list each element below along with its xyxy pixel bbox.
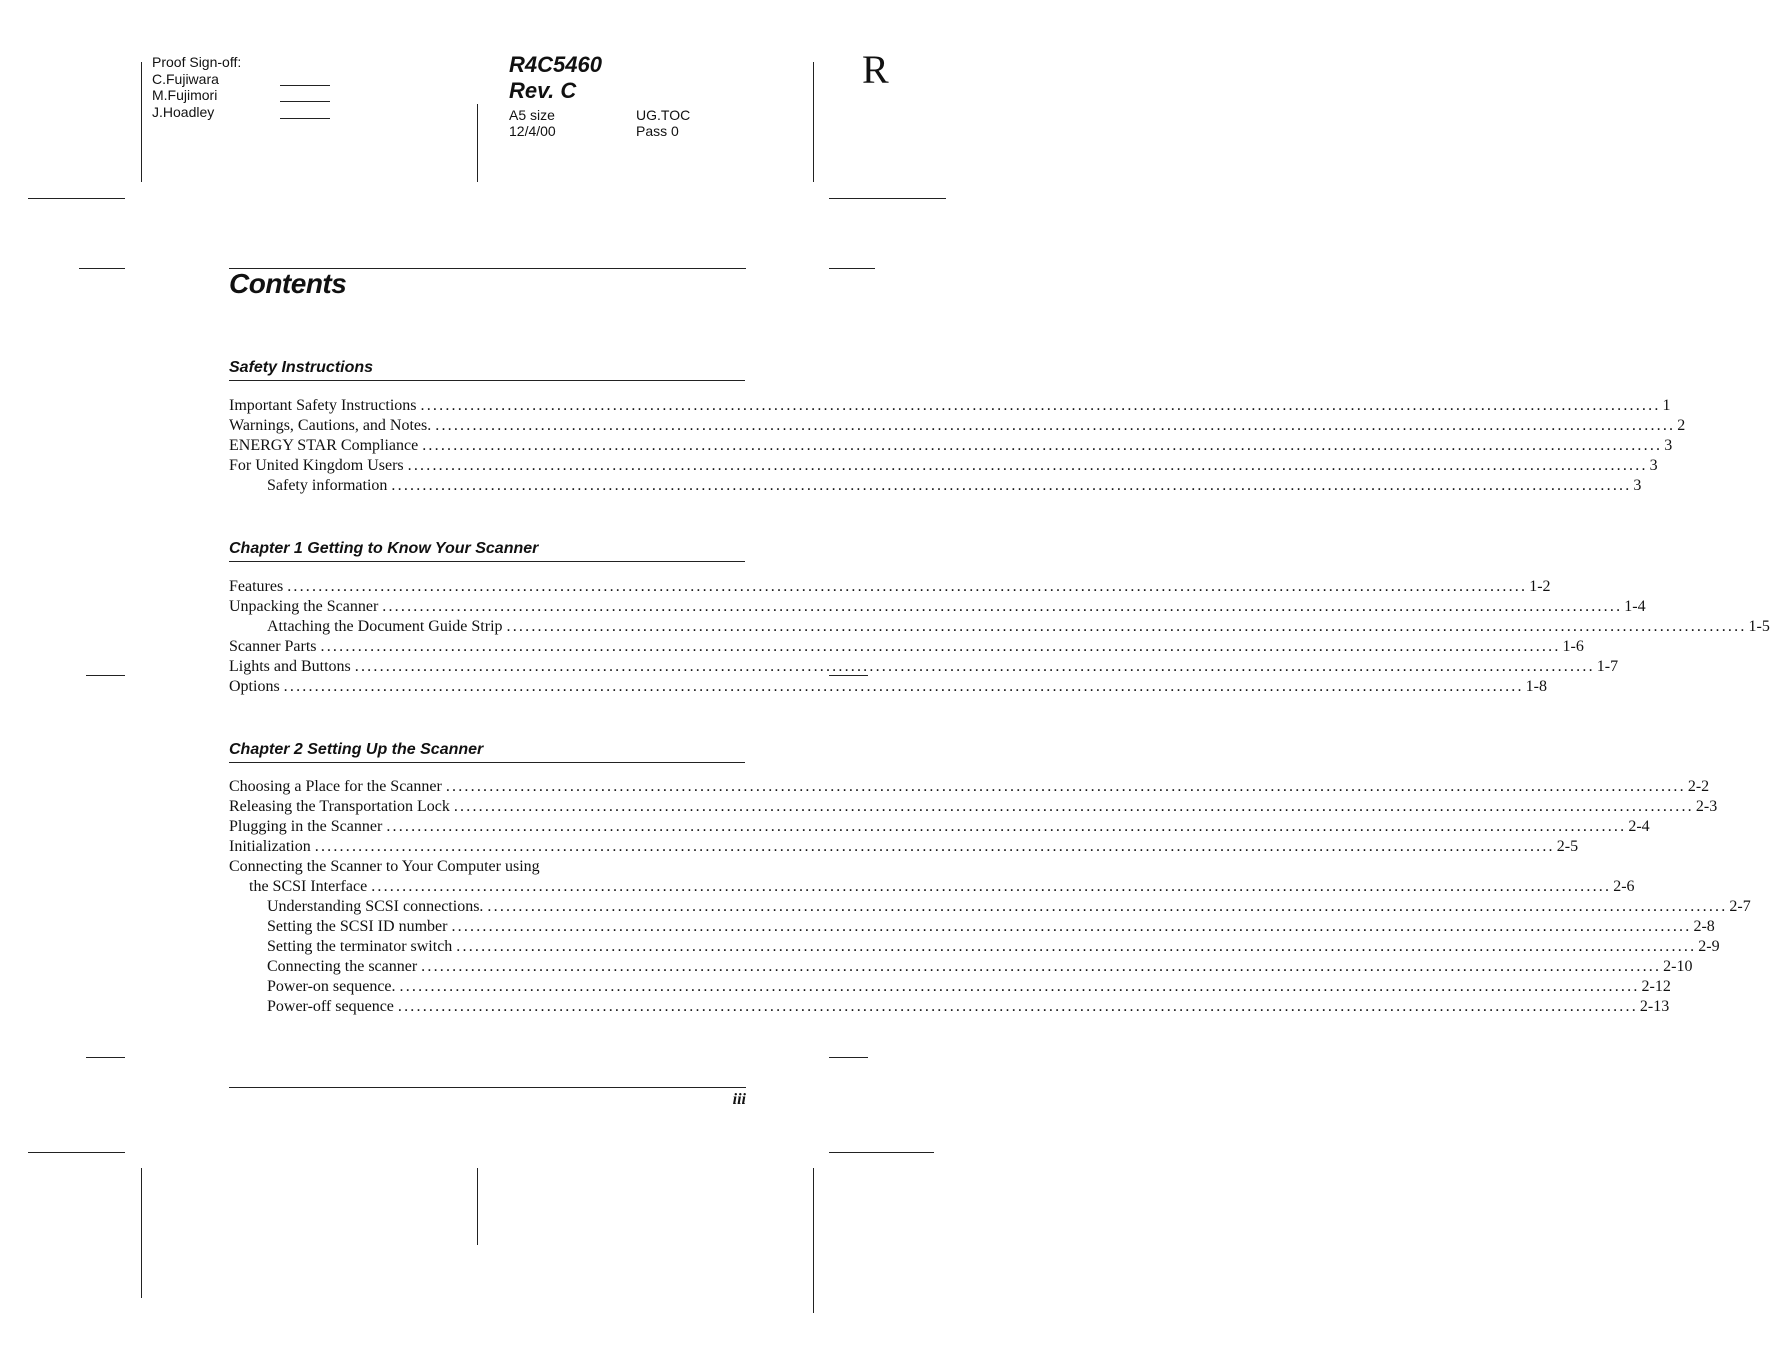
section-heading: Chapter 2 Setting Up the Scanner [229,741,745,763]
signature-blank [280,118,330,119]
toc-entry-label: ENERGY STAR Compliance [229,437,419,454]
toc-leader-dots: ........................................................................................................................................................................................................ [287,578,1528,595]
toc-entry [229,877,1635,897]
toc-entry-label: Setting the terminator switch [267,938,453,955]
toc-entry-page: 1-8 [1525,678,1547,695]
toc-leader-dots: ........................................................................................................................................................................................................ [386,818,1627,835]
toc-entry [229,957,1693,977]
toc-entry [229,396,1671,416]
toc-leader-dots: ........................................................................................................................................................................................................ [420,397,1661,414]
toc-entry [229,577,1551,597]
crop-mark [141,1168,142,1298]
toc-list [229,396,1686,496]
toc-leader-dots: ........................................................................................................................................................................................................ [354,658,1595,675]
crop-mark [28,1152,125,1153]
toc-entry-page: 3 [1664,437,1673,454]
proof-date: 12/4/00 [509,123,556,139]
signer-name: J.Hoadley [152,104,215,120]
crop-mark [79,268,125,269]
toc-entry [229,837,1579,857]
toc-entry-page: 1-7 [1596,658,1619,675]
toc-entry [229,456,1658,476]
toc-entry [229,777,1710,797]
toc-entry-label: Connecting the scanner [267,958,418,975]
toc-entry-label: For United Kingdom Users [229,457,404,474]
toc-entry [229,677,1547,697]
toc-entry [229,797,1718,817]
toc-entry-label: Power-on sequence. [267,978,396,995]
toc-leader-dots: ........................................................................................................................................................................................................ [445,778,1686,795]
toc-entry-page: 2-7 [1729,898,1751,915]
toc-leader-dots: ........................................................................................................................................................................................................ [435,417,1676,434]
toc-entry-label: Plugging in the Scanner [229,818,383,835]
toc-entry [229,657,1619,677]
toc-entry-label: Power-off sequence [267,998,394,1015]
signoff-title: Proof Sign-off: [152,54,242,70]
side-mark: R [862,47,889,92]
toc-leader-dots: ........................................................................................................................................................................................................ [371,878,1612,895]
crop-mark [829,1152,934,1153]
toc-leader-dots: ........................................................................................................................................................................................................ [506,618,1747,635]
toc-entry-label: Unpacking the Scanner [229,598,379,615]
toc-entry-page: 2-3 [1695,798,1718,815]
toc-entry-page: 2-2 [1687,778,1710,795]
revision: Rev. C [509,78,577,103]
toc-entry-label: Initialization [229,838,311,855]
toc-leader-dots: ........................................................................................................................................................................................................ [487,898,1728,915]
toc-leader-dots: ........................................................................................................................................................................................................ [456,938,1697,955]
toc-entry-page: 1-6 [1562,638,1584,655]
crop-mark [477,1168,478,1245]
toc-entry-label: the SCSI Interface [249,878,368,895]
toc-entry [229,897,1751,917]
toc-entry-label: Lights and Buttons [229,658,351,675]
toc-leader-dots: ........................................................................................................................................................................................................ [283,678,1524,695]
crop-mark [86,675,125,676]
toc-leader-dots: ........................................................................................................................................................................................................ [397,998,1638,1015]
toc-entry [229,617,1770,637]
footer-rule [229,1087,746,1088]
signature-blank [280,101,330,102]
page-title: Contents [229,268,347,299]
crop-mark [813,62,814,182]
toc-entry-label: Options [229,678,280,695]
toc-entry-page: 3 [1649,457,1658,474]
toc-leader-dots: ........................................................................................................................................................................................................ [320,638,1561,655]
toc-entry [229,977,1671,997]
toc-entry [229,416,1686,436]
toc-entry-label: Important Safety Instructions [229,397,417,414]
toc-entry-page: 2-9 [1698,938,1720,955]
toc-entry-page: 1 [1662,397,1671,414]
crop-mark [477,104,478,182]
signer-name: C.Fujiwara [152,71,219,87]
crop-mark [829,268,875,269]
section-heading: Safety Instructions [229,359,745,381]
model-code [509,52,602,104]
toc-entry-page: 2-4 [1628,818,1650,835]
toc-entry-label: Choosing a Place for the Scanner [229,778,442,795]
toc-entry [229,476,1642,496]
crop-mark [86,1057,125,1058]
toc-entry-page: 2-5 [1556,838,1579,855]
toc-leader-dots: ........................................................................................................................................................................................................ [421,958,1662,975]
toc-leader-dots: ........................................................................................................................................................................................................ [407,457,1648,474]
toc-entry [229,857,727,877]
toc-entry-label: Attaching the Document Guide Strip [267,618,503,635]
toc-entry-page: 3 [1633,477,1642,494]
section-heading: Chapter 1 Getting to Know Your Scanner [229,540,745,562]
toc-entry [229,436,1673,456]
toc-entry-page: 2-6 [1613,878,1635,895]
toc-entry-page: 2-13 [1639,998,1670,1015]
signature-blank [280,85,330,86]
model-number: R4C5460 [509,52,602,77]
toc-entry-label: Safety information [267,477,388,494]
toc-leader-dots: ........................................................................................................................................................................................................ [314,838,1555,855]
toc-entry [229,637,1584,657]
crop-mark [829,198,946,199]
toc-entry-label: Connecting the Scanner to Your Computer using [229,858,540,875]
toc-entry-label: Scanner Parts [229,638,317,655]
toc-list [229,577,1770,697]
proof-pass: Pass 0 [636,123,679,139]
crop-mark [141,62,142,182]
toc-entry-label: Understanding SCSI connections. [267,898,484,915]
page-number: iii [732,1091,746,1108]
toc-leader-dots: ........................................................................................................................................................................................................ [382,598,1623,615]
crop-mark [829,1057,868,1058]
toc-list [229,777,1751,1017]
paper-size: A5 size [509,107,555,123]
toc-entry-page: 2-10 [1663,958,1693,975]
toc-entry [229,917,1715,937]
toc-entry-page: 1-2 [1529,578,1551,595]
toc-leader-dots: ........................................................................................................................................................................................................ [451,918,1692,935]
crop-mark [813,1168,814,1313]
signer-name: M.Fujimori [152,87,218,103]
toc-leader-dots: ........................................................................................................................................................................................................ [399,978,1640,995]
toc-entry [229,597,1646,617]
toc-entry-label: Warnings, Cautions, and Notes. [229,417,432,434]
toc-entry [229,937,1720,957]
toc-entry-page: 2-12 [1641,978,1671,995]
toc-entry-label: Setting the SCSI ID number [267,918,448,935]
toc-entry-page: 2 [1677,417,1686,434]
toc-entry-page: 1-4 [1624,598,1646,615]
file-name: UG.TOC [636,107,691,123]
toc-entry [229,997,1670,1017]
toc-leader-dots: ........................................................................................................................................................................................................ [422,437,1663,454]
toc-leader-dots: ........................................................................................................................................................................................................ [453,798,1694,815]
toc-entry-label: Features [229,578,284,595]
toc-leader-dots: ........................................................................................................................................................................................................ [391,477,1632,494]
toc-entry-page: 1-5 [1748,618,1770,635]
toc-entry-page: 2-8 [1693,918,1715,935]
toc-entry [229,817,1650,837]
crop-mark [28,198,125,199]
toc-entry-label: Releasing the Transportation Lock [229,798,450,815]
